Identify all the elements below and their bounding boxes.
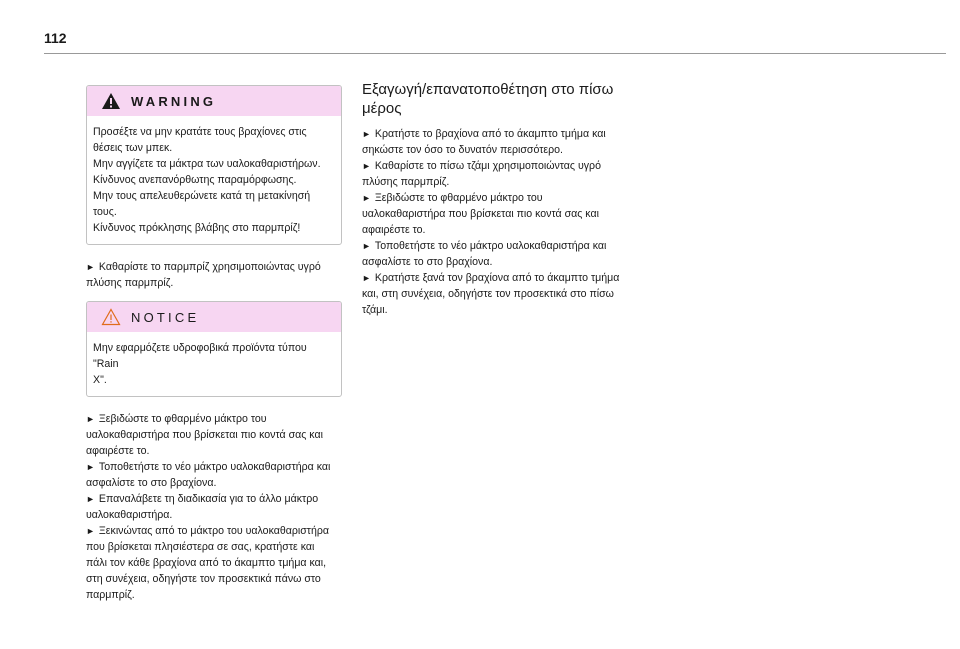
- header-divider: [44, 53, 946, 54]
- step-line: Καθαρίστε το πίσω τζάμι χρησιμοποιώντας υγρό: [374, 160, 601, 172]
- warning-line: Μην τους απελευθερώνετε κατά τη μετακίνησή τους.: [93, 190, 311, 218]
- instruction-step: [86, 523, 342, 603]
- right-column: [362, 80, 624, 318]
- step-line: Κρατήστε το βραχίονα από το άκαμπτο τμήμα και: [374, 128, 606, 140]
- section-title: [362, 80, 624, 118]
- step-line: στη συνέχεια, οδηγήστε τον προσεκτικά πάνω στο: [86, 573, 321, 585]
- step-line: Τοποθετήστε το νέο μάκτρο υαλοκαθαριστήρα και: [374, 240, 607, 252]
- warning-box: [86, 85, 342, 245]
- bullet-arrow-icon: ►: [362, 241, 371, 251]
- notice-line: Μην εφαρμόζετε υδροφοβικά προϊόντα τύπου "Rain: [93, 342, 307, 370]
- instruction-step: [362, 270, 624, 318]
- step-line: Καθαρίστε το παρμπρίζ χρησιμοποιώντας υγρό: [98, 261, 321, 273]
- bullet-arrow-icon: ►: [362, 129, 371, 139]
- warning-line: Προσέξτε να μην κρατάτε τους βραχίονες στις: [93, 126, 307, 138]
- step-line: Επαναλάβετε τη διαδικασία για το άλλο μάκτρο: [98, 493, 319, 505]
- instruction-step: [86, 411, 342, 459]
- step-line: Ξεβιδώστε το φθαρμένο μάκτρο του: [374, 192, 543, 204]
- left-column: [86, 85, 342, 603]
- bullet-arrow-icon: ►: [362, 161, 371, 171]
- step-line: Ξεκινώντας από το μάκτρο του υαλοκαθαριστήρα: [98, 525, 330, 537]
- notice-header: [87, 302, 341, 332]
- step-line: σηκώστε τον όσο το δυνατόν περισσότερο.: [362, 144, 563, 156]
- bullet-arrow-icon: ►: [86, 262, 95, 272]
- instruction-step: [362, 238, 624, 270]
- instruction-step: [362, 158, 624, 190]
- instruction-step: [362, 126, 624, 158]
- bullet-arrow-icon: ►: [86, 494, 95, 504]
- warning-line: Μην αγγίζετε τα μάκτρα των υαλοκαθαριστήρων.: [93, 158, 321, 170]
- warning-body: [87, 116, 341, 244]
- step-line: τζάμι.: [362, 304, 388, 316]
- warning-line: Κίνδυνος πρόκλησης βλάβης στο παρμπρίζ!: [93, 222, 301, 234]
- notice-triangle-icon: [101, 308, 121, 326]
- bullet-arrow-icon: ►: [86, 462, 95, 472]
- bullet-arrow-icon: ►: [362, 273, 371, 283]
- step-line: υαλοκαθαριστήρα.: [86, 509, 173, 521]
- instruction-step: [362, 190, 624, 238]
- step-line: υαλοκαθαριστήρα που βρίσκεται πιο κοντά σας και: [86, 429, 323, 441]
- section-title-line: Εξαγωγή/επανατοποθέτηση στο πίσω: [362, 81, 614, 98]
- step-line: αφαιρέστε το.: [362, 224, 426, 236]
- notice-line: X".: [93, 374, 107, 386]
- step-line: παρμπρίζ.: [86, 589, 135, 601]
- bullet-arrow-icon: ►: [86, 526, 95, 536]
- instruction-step: [86, 491, 342, 523]
- step-line: Τοποθετήστε το νέο μάκτρο υαλοκαθαριστήρα και: [98, 461, 331, 473]
- step-line: πλύσης παρμπρίζ.: [86, 277, 174, 289]
- step-line: Κρατήστε ξανά τον βραχίονα από το άκαμπτο τμήμα: [374, 272, 620, 284]
- instruction-step: [86, 259, 342, 291]
- warning-line: θέσεις των μπεκ.: [93, 142, 173, 154]
- step-line: αφαιρέστε το.: [86, 445, 150, 457]
- instruction-step: [86, 459, 342, 491]
- step-line: πλύσης παρμπρίζ.: [362, 176, 450, 188]
- warning-header: [87, 86, 341, 116]
- notice-title: NOTICE: [131, 309, 200, 325]
- step-line: ασφαλίστε το στο βραχίονα.: [86, 477, 217, 489]
- bullet-arrow-icon: ►: [362, 193, 371, 203]
- warning-triangle-icon: [101, 92, 121, 110]
- instruction-list: [86, 411, 342, 603]
- notice-body: [87, 332, 341, 396]
- warning-line: Κίνδυνος ανεπανόρθωτης παραμόρφωσης.: [93, 174, 297, 186]
- step-line: υαλοκαθαριστήρα που βρίσκεται πιο κοντά σας και: [362, 208, 599, 220]
- step-line: ασφαλίστε το στο βραχίονα.: [362, 256, 493, 268]
- notice-box: [86, 301, 342, 397]
- step-line: που βρίσκεται πλησιέστερα σε σας, κρατήστε και: [86, 541, 315, 553]
- step-line: και, στη συνέχεια, οδηγήστε τον προσεκτικά στο πίσω: [362, 288, 614, 300]
- page-number: 112: [44, 30, 67, 46]
- step-line: πάλι τον κάθε βραχίονα από το άκαμπτο τμήμα και,: [86, 557, 327, 569]
- section-title-line: μέρος: [362, 100, 402, 117]
- warning-title: WARNING: [131, 93, 217, 109]
- step-line: Ξεβιδώστε το φθαρμένο μάκτρο του: [98, 413, 267, 425]
- bullet-arrow-icon: ►: [86, 414, 95, 424]
